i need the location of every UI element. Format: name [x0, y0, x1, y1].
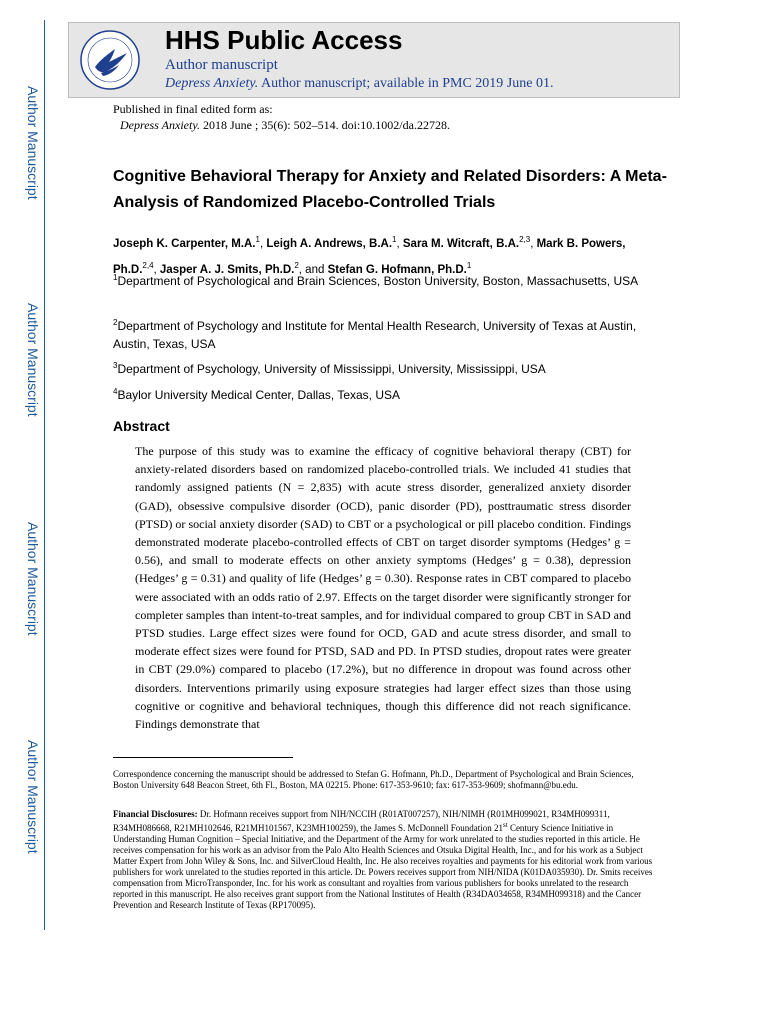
- disclosure-text-continued: Century Science Initiative in Understanding Human Cognition – Special Initiative, and the Department of the Army for work unrelated to the studies reported in this article. He receives compensation for his work as an advisor from the Palo Alto Health Sciences and Otsuka Digital Health, Inc., and for his work as a Subject Matter Expert from John Wiley & Sons, Inc. and SilverCloud Health, Inc. He also receives royalties and payments for his editorial work from various publishers for work unrelated to the studies reported in this article. Dr. Powers receives support from NIH/NIDA (K01DA035930). Dr. Smits receives compensation from MicroTransponder, Inc. for his work as consultant and royalties from various publishers for books unrelated to the research reported in this manuscript. He also receives grant support from the National Institutes of Health (R34DA034658, R34MH099318) and the Cancer Prevention and Research Institute of Texas (RP170095).: [113, 823, 653, 910]
- correspondence-footnote: Correspondence concerning the manuscript should be addressed to Stefan G. Hofmann, Ph.D., Department of Psychological and Brain Sciences, Boston University 648 Beacon Street, 6th Fl., Boston, MA 02215. Phone: 617-353-9610; fax: 617-353-9609; shofmann@bu.edu.: [113, 769, 634, 790]
- availability-text: Author manuscript; available in PMC 2019 June 01.: [258, 76, 554, 91]
- disclosure-label: Financial Disclosures:: [113, 809, 198, 819]
- side-divider: [44, 20, 45, 930]
- published-label: Published in final edited form as:: [113, 102, 273, 116]
- author-name: Mark B. Powers, Ph.D.: [113, 237, 626, 276]
- affiliation: [113, 314, 643, 353]
- author-separator: , and: [298, 263, 328, 276]
- affiliation: [113, 269, 643, 290]
- hhs-availability: [165, 76, 553, 92]
- hhs-subtitle: Author manuscript: [165, 57, 278, 73]
- side-label-author-manuscript: Author Manuscript: [25, 303, 41, 417]
- affiliation-text: Baylor University Medical Center, Dallas, Texas, USA: [117, 388, 401, 402]
- author-name: Sara M. Witcraft, B.A.: [402, 237, 520, 250]
- hhs-eagle-logo-icon: [79, 29, 141, 91]
- author-name: Stefan G. Hofmann, Ph.D.: [327, 263, 467, 276]
- author-affiliation-mark: 1: [466, 260, 472, 270]
- side-label-author-manuscript: Author Manuscript: [25, 522, 41, 636]
- author-separator: ,: [396, 237, 403, 250]
- author-separator: ,: [153, 263, 160, 276]
- author-affiliation-mark: 1: [255, 235, 260, 244]
- affiliation-number: 2: [113, 318, 118, 327]
- published-journal: Depress Anxiety.: [120, 118, 200, 132]
- author-name: Leigh A. Andrews, B.A.: [266, 237, 393, 250]
- affiliation: [113, 383, 643, 404]
- affiliation-number: 4: [113, 387, 118, 396]
- financial-disclosure-footnote: [113, 809, 658, 911]
- published-citation-text: 2018 June ; 35(6): 502–514. doi:10.1002/da.22728.: [199, 118, 450, 132]
- affiliation-text: Department of Psychological and Brain Sciences, Boston University, Boston, Massachusetts, USA: [117, 274, 639, 288]
- side-label-author-manuscript: Author Manuscript: [25, 740, 41, 854]
- abstract-text: The purpose of this study was to examine the efficacy of cognitive behavioral therapy (CBT) for anxiety-related disorders based on randomized placebo-controlled trials. We included 41 studies that randomly assigned patients (N = 2,835) with acute stress disorder, generalized anxiety disorder (GAD), obsessive compulsive disorder (OCD), panic disorder (PD), posttraumatic stress disorder (PTSD) or social anxiety disorder (SAD) to CBT or a psychological or pill placebo condition. Findings demonstrated moderate placebo-controlled effects of CBT on target disorder symptoms (Hedges’ g = 0.56), and small to moderate effects on other anxiety symptoms (Hedges’ g = 0.38), depression (Hedges’ g = 0.31) and quality of life (Hedges’ g = 0.30). Response rates in CBT compared to placebo were associated with an odds ratio of 2.97. Effects on the target disorder were significantly stronger for completer samples than intent-to-treat samples, and for individual compared to group CBT in SAD and PTSD studies. Large effect sizes were found for OCD, GAD and acute stress disorder, and small to moderate effect sizes were found for PTSD, SAD and PD. In PTSD studies, dropout rates were greater in CBT (29.0%) compared to placebo (17.2%), but no difference in dropout was found across other disorders. Interventions primarily using exposure strategies had larger effect sizes than those using cognitive or cognitive and behavioral techniques, though this difference did not reach significance. Findings demonstrate that: [135, 444, 631, 732]
- abstract-heading: Abstract: [113, 418, 170, 434]
- side-label-author-manuscript: Author Manuscript: [25, 86, 41, 200]
- author-affiliation-mark: 2,4: [142, 260, 154, 270]
- published-info: [113, 101, 450, 133]
- affiliation-number: 3: [113, 361, 118, 370]
- disclosure-ordinal: st: [503, 821, 508, 829]
- affiliation-text: Department of Psychology, University of Mississippi, University, Mississippi, USA: [117, 362, 546, 376]
- footnote-divider: [113, 757, 293, 758]
- author-affiliation-mark: 1: [392, 235, 397, 244]
- affiliation-text: Department of Psychology and Institute for Mental Health Research, University of Texas at Austin, Austin, Texas, USA: [113, 319, 637, 351]
- author-affiliation-mark: 2: [294, 260, 299, 270]
- author-affiliation-mark: 2,3: [519, 235, 531, 244]
- journal-name: Depress Anxiety.: [165, 76, 259, 91]
- hhs-title: HHS Public Access: [165, 25, 403, 55]
- author-separator: ,: [530, 237, 537, 250]
- disclosure-text: Dr. Hofmann receives support from NIH/NCCIH (R01AT007257), NIH/NIMH (R01MH099021, R34MH099311, R34MH086668, R21MH102646, R21MH101567, K23MH100259), the James S. McDonnell Foundation 21: [113, 809, 610, 833]
- article-title: Cognitive Behavioral Therapy for Anxiety and Related Disorders: A Meta-Analysis of Randomized Placebo-Controlled Trials: [113, 168, 667, 211]
- author-name: Jasper A. J. Smits, Ph.D.: [159, 263, 295, 276]
- published-citation: [113, 117, 450, 133]
- affiliation-number: 1: [113, 273, 118, 282]
- hhs-header: [68, 22, 680, 98]
- author-name: Joseph K. Carpenter, M.A.: [113, 237, 256, 250]
- affiliation: [113, 357, 643, 378]
- author-separator: ,: [259, 237, 267, 250]
